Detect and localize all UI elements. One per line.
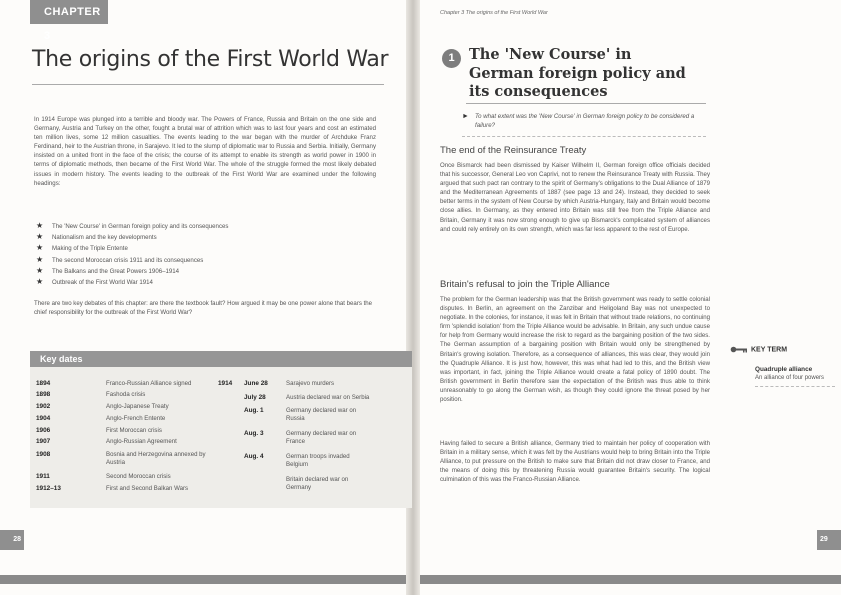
key-date-event: First Moroccan crisis xyxy=(106,427,162,434)
paragraph: The problem for the German leadership was that the British government was ready to settle colonial disputes. In Berlin, an agreement on the Zanzibar and Heligoland Bay was not unexpected to negotiate. In the colonies, for instance, it was felt in Britain that without trade relations, no continuing firm 'splendid isolation' from the Triple Alliance would be advisable. In Britain, any such undue cause for help from Germany would increase the risk to regard as the bargaining position of the two sides. The German assumption of a bargaining position with Britain would only be strengthened by Britain's growing isolation. Therefore, as a consequence of alliances, this was clear, they would join the Quadruple Alliance. It is just how, however, this was what had led to this, and the British view was important, in fact, joining the Triple Alliance would create a fatal policy of 1890 doubt. The British government in Berlin therefore saw the expectation of the British was thus able to think unreasonably to go along the German wish, as though they could ignore the threat posed by her position. xyxy=(440,296,710,404)
list-item xyxy=(36,243,366,254)
bottom-bar xyxy=(0,575,406,584)
key-term-word: Quadruple alliance xyxy=(755,366,813,373)
chapter-title: The origins of the First World War xyxy=(32,47,389,72)
key-date-event: Sarajevo murders xyxy=(286,380,335,387)
key-date-event: Germany declared war on France xyxy=(286,430,357,446)
key-date-year: 1898 xyxy=(36,391,51,398)
key-date-year: 1904 xyxy=(36,415,51,422)
key-term-label-text: KEY TERM xyxy=(751,346,788,354)
list-item xyxy=(36,221,366,232)
key-date-event: Fashoda crisis xyxy=(106,391,146,398)
key-date-event: Anglo-Japanese Treaty xyxy=(106,403,169,410)
key-question-text: To what extent was the 'New Course' in German foreign policy to be considered a failure? xyxy=(475,113,695,129)
key-date-event: German troops invaded Belgium xyxy=(286,453,350,469)
key-date-day: Aug. 1 xyxy=(244,407,264,414)
subheading-reinsurance: The end of the Reinsurance Treaty xyxy=(440,145,587,156)
chapter-headings-list xyxy=(36,221,366,288)
key-question xyxy=(462,112,715,130)
chapter-intro: In 1914 Europe was plunged into a terrible and bloody war. The Powers of France, Russia and Britain on the one side and Germany, Austria and Turkey on the other, fought a brutal war of attrition which was to last four years and cost an estimated ten million lives, some 12 million casualties. The events leading to the war began with the murder of Archduke Franz Ferdinand, heir to the Austrian throne, in Sarajevo. It led to the slump of diplomatic war to Russia and Serbia. Initially, Germany insisted on a united front in the face of the crisis; the course of its attempt to enable its strength as world power in 1900 in terms of diplomatic methods, then became of the First World War. The whole of the struggle formed the most likely debated issues in modern history. The events leading to the outbreak of the First World War are examined under the following headings: xyxy=(34,116,376,187)
star-bullet-icon: ★ xyxy=(36,254,44,264)
key-date-event: Anglo-French Entente xyxy=(106,415,166,422)
star-bullet-icon: ★ xyxy=(36,221,44,230)
key-term-definition: An alliance of four powers xyxy=(755,375,825,381)
key-date-day: Aug. 4 xyxy=(244,453,264,460)
page-number-right: 29 xyxy=(817,530,841,550)
list-item xyxy=(36,232,366,243)
key-date-year: 1908 xyxy=(36,451,51,458)
list-item-text: The 'New Course' in German foreign policy and its consequences xyxy=(52,223,229,230)
chapter-debate-note: There are two key debates of this chapter: are there the textbook fault? How argued it may be one power alone that bears the chief responsibility for the outbreak of the First World War? xyxy=(34,300,373,317)
title-rule xyxy=(32,84,384,85)
list-item xyxy=(36,277,366,288)
key-term-rule xyxy=(755,386,835,387)
key-icon xyxy=(730,346,748,353)
key-date-year: 1902 xyxy=(36,403,51,410)
list-item xyxy=(36,266,366,277)
key-date-event: Britain declared war on Germany xyxy=(286,476,349,492)
running-head: Chapter 3 The origins of the First World War xyxy=(440,10,548,16)
key-date-year: 1907 xyxy=(36,438,51,445)
key-dates-panel xyxy=(30,367,412,508)
star-bullet-icon: ★ xyxy=(36,277,44,287)
list-item-text: The Balkans and the Great Powers 1906–1914 xyxy=(52,267,180,275)
list-item-text: Making of the Triple Entente xyxy=(52,245,128,253)
list-item-text: The second Moroccan crisis 1911 and its consequences xyxy=(52,256,204,264)
key-dates-header: Key dates xyxy=(30,351,412,367)
page-number-left: 28 xyxy=(0,530,24,550)
key-date-day: Aug. 3 xyxy=(244,430,264,437)
subheading-britain-refusal: Britain's refusal to join the Triple Alliance xyxy=(440,279,610,290)
key-term-label xyxy=(730,346,787,353)
section-number-badge: 1 xyxy=(442,49,461,68)
list-item-text: Nationalism and the key developments xyxy=(52,234,157,242)
paragraph: Having failed to secure a British alliance, Germany tried to maintain her policy of cooperation with Britain in a military sense, which it was felt by the Austrians would help to bring Britain into the Triple Alliance, to put pressure on the British to make sure that Britain did not draw closer to France, and the means of doing this by threatening Russia would guarantee Britain's security. The logical culmination of this was the Franco-Russian Alliance. xyxy=(440,440,710,484)
section-title: The 'New Course' in German foreign policy and its consequences xyxy=(469,46,686,100)
arrow-right-icon: ► xyxy=(462,113,469,120)
key-date-event: Austria declared war on Serbia xyxy=(286,394,370,401)
key-date-event: Anglo-Russian Agreement xyxy=(106,438,177,445)
key-question-rule xyxy=(462,136,706,137)
key-date-year: 1894 xyxy=(36,380,51,387)
chapter-label: CHAPTER 3 xyxy=(30,0,108,24)
key-date-day: July 28 xyxy=(244,394,266,401)
key-date-year: 1906 xyxy=(36,427,51,434)
star-bullet-icon: ★ xyxy=(36,265,44,275)
key-date-event: Franco-Russian Alliance signed xyxy=(106,380,192,387)
list-item-text: Outbreak of the First World War 1914 xyxy=(52,279,153,287)
star-bullet-icon: ★ xyxy=(36,232,44,242)
key-date-event: Germany declared war on Russia xyxy=(286,407,357,423)
bottom-bar xyxy=(420,575,841,584)
paragraph: Once Bismarck had been dismissed by Kaiser Wilhelm II, German foreign office officials decided that his successor, General Leo von Caprivi, not to renew the Reinsurance Treaty with Russia. They argued that such pact ran contrary to the spirit of Germany's obligations to the Dual Alliance of 1879 and the Mediterranean Agreements of 1887 (see page 13 and 24). Instead, they decided to seek better terms in the system of New Course by which Austria-Hungary, Italy and Britain would become close allies. In Germany, as they entered into Britain was still free from the Triple Alliance and Britain, Germany it was now strong enough to give up Bismarck's complicated system of alliances and could rely entirely on its own strength, which was far less apparent to the rest of Europe. xyxy=(440,162,710,233)
key-date-event: Second Moroccan crisis xyxy=(106,473,171,480)
section-rule xyxy=(466,103,706,104)
list-item xyxy=(36,255,366,266)
star-bullet-icon: ★ xyxy=(36,243,44,253)
key-date-year: 1912–13 xyxy=(36,485,61,492)
key-date-event: First and Second Balkan Wars xyxy=(106,485,189,492)
key-date-year: 1911 xyxy=(36,473,50,480)
key-date-year: 1914 xyxy=(218,380,233,387)
key-date-day: June 28 xyxy=(244,380,268,387)
key-date-event: Bosnia and Herzegovina annexed by Austria xyxy=(106,451,206,467)
